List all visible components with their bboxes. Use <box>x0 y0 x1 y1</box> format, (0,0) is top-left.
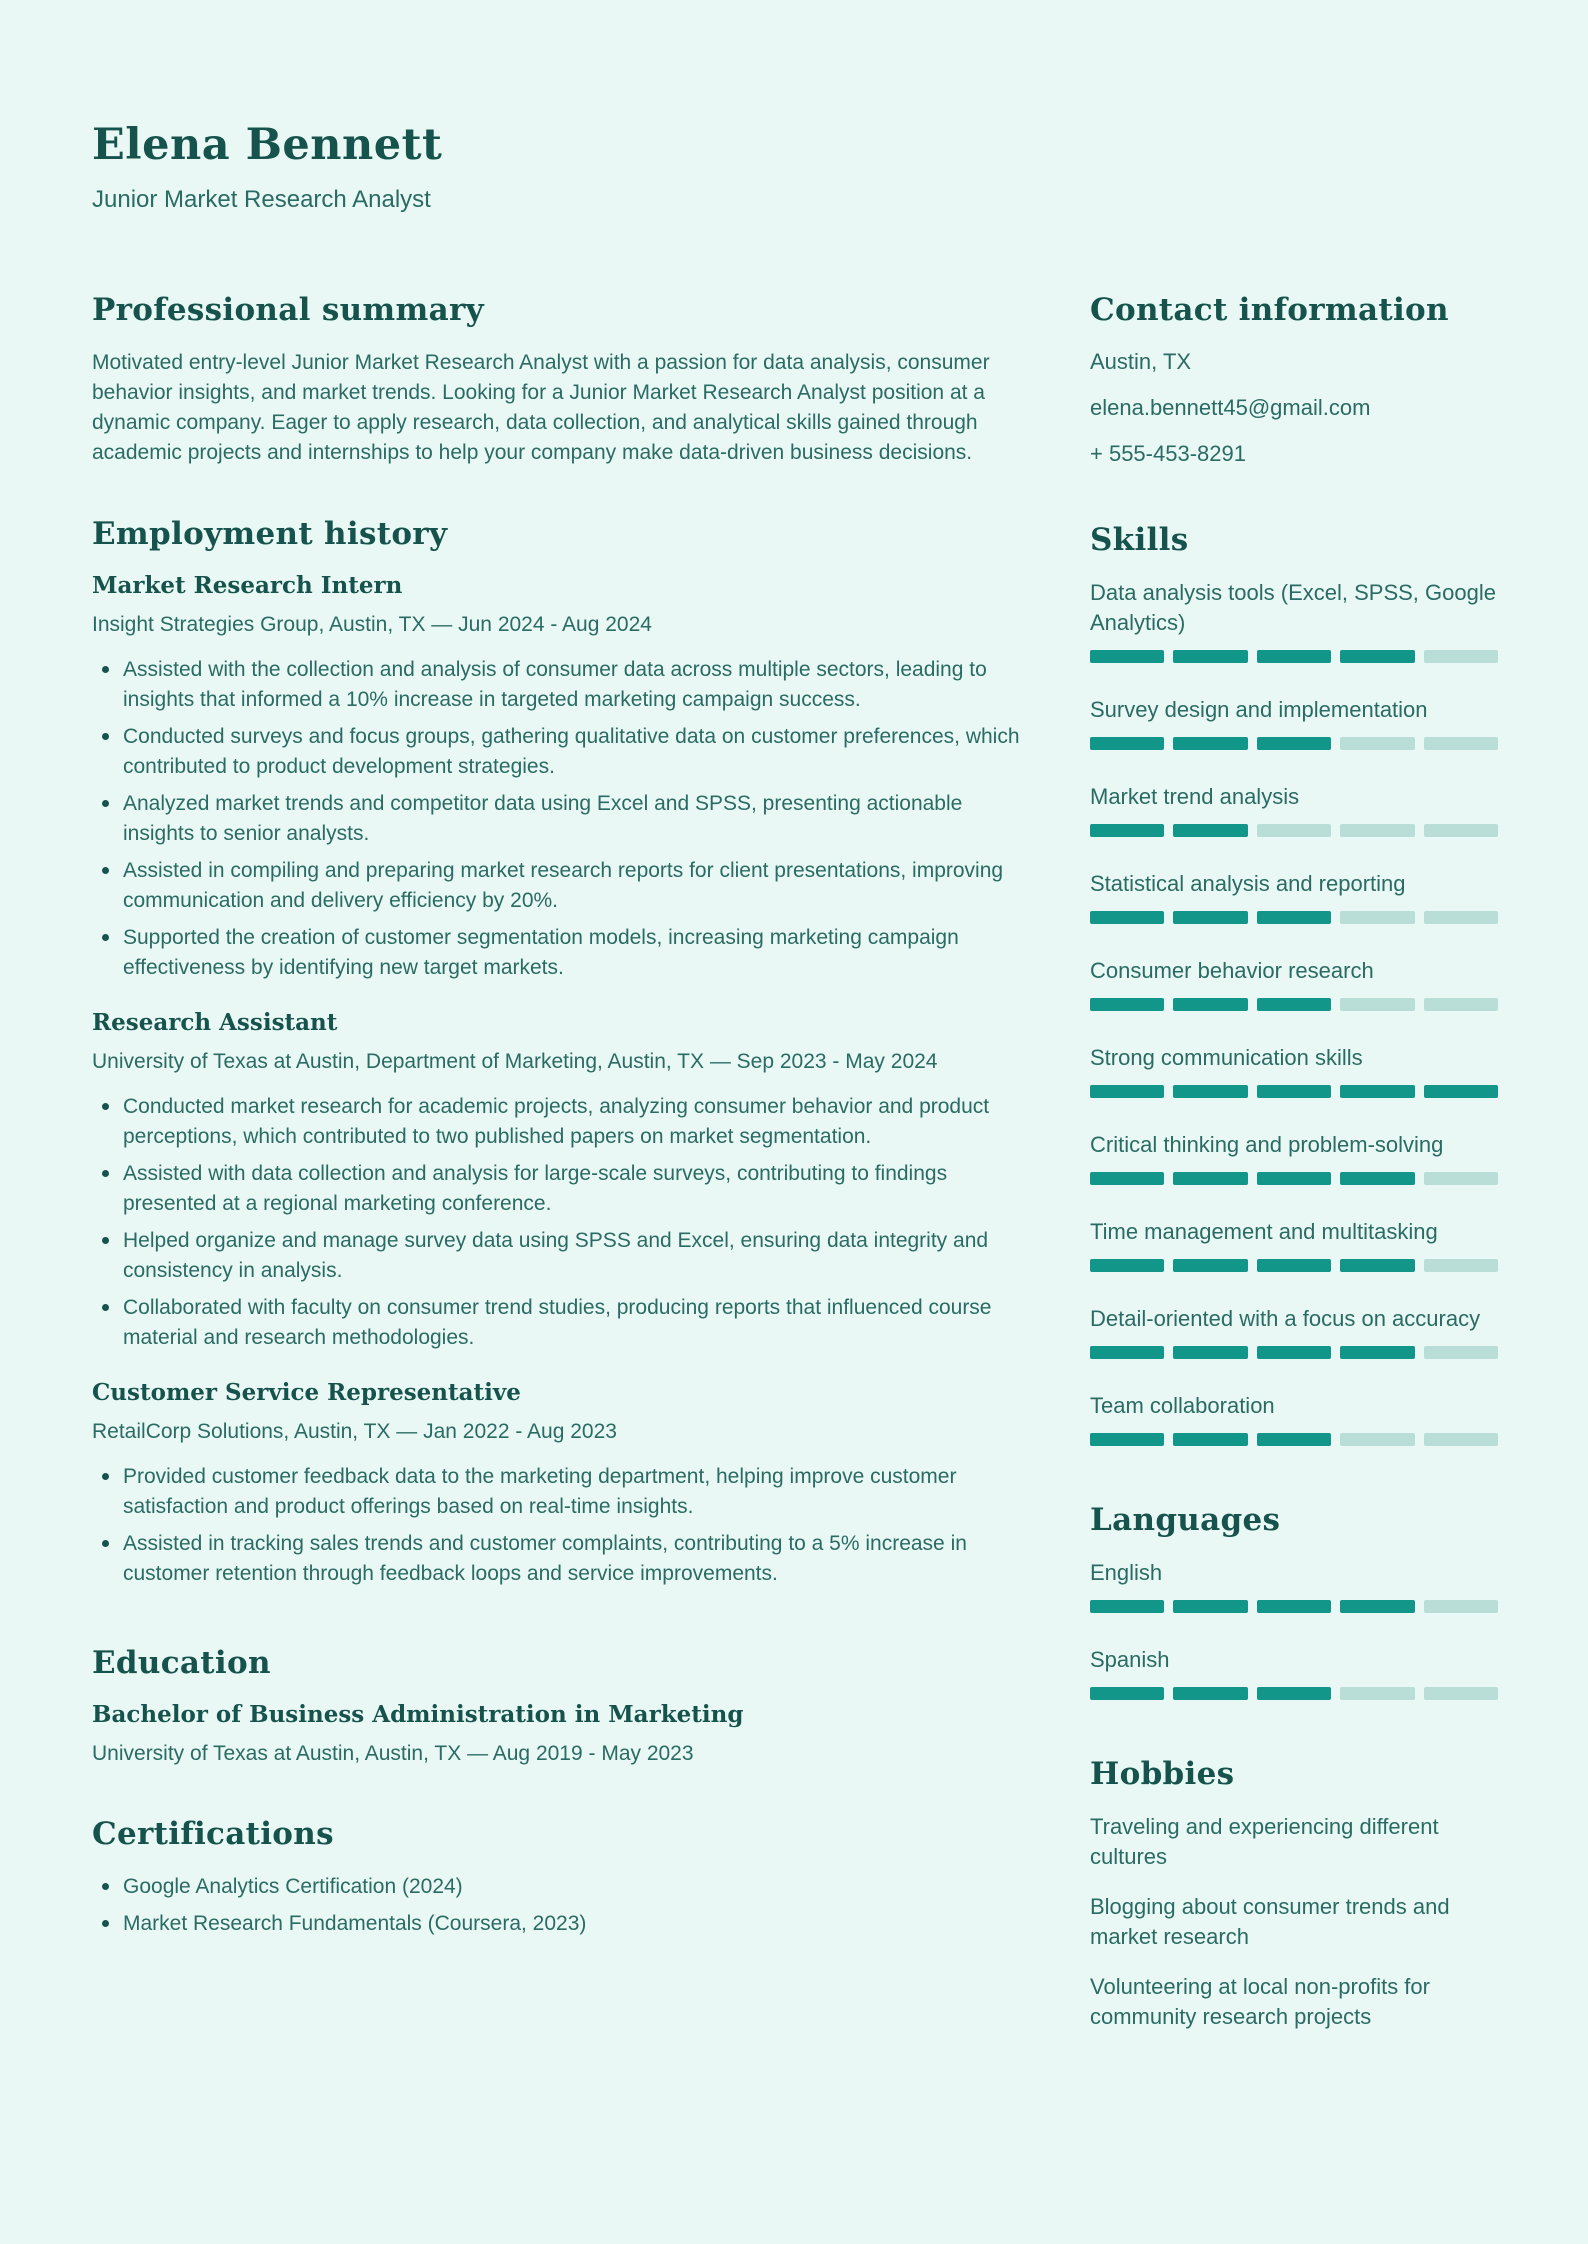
skill-label: Critical thinking and problem-solving <box>1090 1132 1444 1157</box>
bar-segment-empty <box>1424 1687 1498 1700</box>
bar-segment-empty <box>1424 1346 1498 1359</box>
skill-bar <box>1090 824 1498 837</box>
bar-segment-filled <box>1090 1085 1164 1098</box>
hobbies-section <box>1090 1756 1498 2032</box>
bar-segment-filled <box>1173 650 1247 663</box>
bar-segment-filled <box>1090 998 1164 1011</box>
job-title: Research Assistant <box>92 1009 338 1036</box>
bar-segment-filled <box>1340 1600 1414 1613</box>
bar-segment-filled <box>1257 911 1331 924</box>
hobby-item: Traveling and experiencing different cultures <box>1090 1814 1439 1869</box>
bullet-text: Collaborated with faculty on consumer trend studies, producing reports that influenced course material and research methodologies. <box>123 1296 992 1349</box>
employment-section <box>92 516 1037 1589</box>
skill-bar <box>1090 911 1498 924</box>
language-label: English <box>1090 1560 1163 1585</box>
bar-segment-filled <box>1340 1172 1414 1185</box>
skill-bar <box>1090 998 1498 1011</box>
contact-section <box>1090 292 1498 468</box>
bullet-item <box>92 1226 1037 1286</box>
bullet-text: Assisted with the collection and analysis of consumer data across multiple sectors, leading to insights that informed a 10% increase in targeted marketing campaign success. <box>123 658 987 711</box>
skill-item <box>1090 1217 1498 1272</box>
bar-segment-filled <box>1090 911 1164 924</box>
bar-segment-filled <box>1173 1259 1247 1272</box>
job-meta: Insight Strategies Group, Austin, TX — Jun 2024 - Aug 2024 <box>92 613 652 636</box>
contact-email: elena.bennett45@gmail.com <box>1090 395 1371 420</box>
bullet-text: Assisted in compiling and preparing market research reports for client presentations, improving communication and delivery efficiency by 20%. <box>123 859 1004 912</box>
skill-bar <box>1090 1433 1498 1446</box>
bar-segment-filled <box>1340 1259 1414 1272</box>
main-column <box>92 292 1037 1987</box>
bullet-item <box>92 789 1037 849</box>
bar-segment-empty <box>1424 650 1498 663</box>
bar-segment-filled <box>1090 1687 1164 1700</box>
bar-segment-filled <box>1173 1600 1247 1613</box>
bullet-dot <box>102 1883 109 1890</box>
bar-segment-empty <box>1340 911 1414 924</box>
bullet-text: Helped organize and manage survey data using SPSS and Excel, ensuring data integrity and consistency in analysis. <box>123 1229 989 1282</box>
bullet-dot <box>102 867 109 874</box>
languages-heading: Languages <box>1090 1502 1281 1538</box>
job-title: Market Research Intern <box>92 572 403 599</box>
job-entry <box>92 1009 1037 1353</box>
bar-segment-filled <box>1173 1172 1247 1185</box>
skill-item <box>1090 578 1498 663</box>
bar-segment-filled <box>1340 650 1414 663</box>
bullet-item <box>92 1872 1037 1902</box>
job-meta: University of Texas at Austin, Department of Marketing, Austin, TX — Sep 2023 - May 2024 <box>92 1050 938 1073</box>
job-entry <box>92 572 1037 983</box>
skill-item <box>1090 956 1498 1011</box>
bar-segment-filled <box>1257 1172 1331 1185</box>
resume-header <box>92 120 1032 214</box>
bar-segment-filled <box>1257 1346 1331 1359</box>
job-bullets <box>92 1462 1037 1589</box>
language-bar <box>1090 1687 1498 1700</box>
skills-list <box>1090 578 1498 1446</box>
bullet-text: Assisted with data collection and analysis for large-scale surveys, contributing to findings presented at a regional marketing conference. <box>123 1162 948 1215</box>
summary-text: Motivated entry-level Junior Market Research Analyst with a passion for data analysis, consumer behavior insights, and market trends. Looking for a Junior Market Research Analyst position at a dynamic company. Eager to apply research, data collection, and analytical skills gained through academic projects and internships to help your company make data-driven business decisions. <box>92 351 990 464</box>
skill-item <box>1090 1043 1498 1098</box>
bar-segment-filled <box>1173 737 1247 750</box>
bar-segment-filled <box>1257 1687 1331 1700</box>
bar-segment-filled <box>1090 1346 1164 1359</box>
bar-segment-filled <box>1090 650 1164 663</box>
skill-label: Strong communication skills <box>1090 1045 1363 1070</box>
bar-segment-filled <box>1257 998 1331 1011</box>
bar-segment-filled <box>1340 1346 1414 1359</box>
bar-segment-filled <box>1340 1085 1414 1098</box>
contact-location: Austin, TX <box>1090 349 1192 374</box>
bar-segment-filled <box>1173 998 1247 1011</box>
bar-segment-filled <box>1257 650 1331 663</box>
skill-bar <box>1090 1172 1498 1185</box>
skills-section <box>1090 522 1498 1446</box>
summary-heading: Professional summary <box>92 292 484 328</box>
bar-segment-empty <box>1257 824 1331 837</box>
bullet-item <box>92 722 1037 782</box>
bar-segment-filled <box>1090 1172 1164 1185</box>
education-meta: University of Texas at Austin, Austin, TX — Aug 2019 - May 2023 <box>92 1742 694 1765</box>
bar-segment-empty <box>1340 998 1414 1011</box>
skills-heading: Skills <box>1090 522 1189 558</box>
bullet-dot <box>102 1170 109 1177</box>
bullet-text: Analyzed market trends and competitor data using Excel and SPSS, presenting actionable insights to senior analysts. <box>123 792 963 845</box>
job-bullets <box>92 1092 1037 1353</box>
skill-label: Data analysis tools (Excel, SPSS, Google Analytics) <box>1090 580 1496 635</box>
bar-segment-filled <box>1173 911 1247 924</box>
skill-item <box>1090 1391 1498 1446</box>
job-title: Customer Service Representative <box>92 1379 521 1406</box>
education-section <box>92 1645 1037 1768</box>
bullet-dot <box>102 1540 109 1547</box>
education-degree: Bachelor of Business Administration in Marketing <box>92 1701 744 1728</box>
bullet-dot <box>102 733 109 740</box>
skill-item <box>1090 1130 1498 1185</box>
bullet-dot <box>102 1237 109 1244</box>
bar-segment-filled <box>1173 1687 1247 1700</box>
contact-heading: Contact information <box>1090 292 1449 328</box>
hobbies-list <box>1090 1812 1498 2032</box>
bar-segment-empty <box>1424 911 1498 924</box>
bullet-text: Provided customer feedback data to the marketing department, helping improve customer satisfaction and product offerings based on real-time insights. <box>123 1465 957 1518</box>
person-title: Junior Market Research Analyst <box>92 186 431 213</box>
bar-segment-filled <box>1424 1085 1498 1098</box>
bar-segment-empty <box>1424 1600 1498 1613</box>
bar-segment-filled <box>1090 1259 1164 1272</box>
skill-label: Team collaboration <box>1090 1393 1275 1418</box>
bullet-dot <box>102 1473 109 1480</box>
bullet-item <box>92 1092 1037 1152</box>
bullet-item <box>92 1159 1037 1219</box>
language-item <box>1090 1558 1498 1613</box>
bullet-dot <box>102 666 109 673</box>
bar-segment-empty <box>1424 1172 1498 1185</box>
bar-segment-filled <box>1173 1346 1247 1359</box>
employment-heading: Employment history <box>92 516 448 552</box>
contact-phone: + 555-453-8291 <box>1090 441 1246 466</box>
bar-segment-empty <box>1340 737 1414 750</box>
bullet-dot <box>102 800 109 807</box>
bar-segment-filled <box>1257 1433 1331 1446</box>
summary-section <box>92 292 1037 468</box>
skill-item <box>1090 1304 1498 1359</box>
bar-segment-filled <box>1090 737 1164 750</box>
bar-segment-empty <box>1340 1433 1414 1446</box>
bullet-dot <box>102 1920 109 1927</box>
bullet-item <box>92 1909 1037 1939</box>
bar-segment-filled <box>1173 1433 1247 1446</box>
skill-label: Consumer behavior research <box>1090 958 1374 983</box>
bullet-item <box>92 1529 1037 1589</box>
skill-label: Market trend analysis <box>1090 784 1300 809</box>
skill-bar <box>1090 737 1498 750</box>
certifications-section <box>92 1816 1037 1939</box>
bar-segment-filled <box>1257 1085 1331 1098</box>
languages-list <box>1090 1558 1498 1700</box>
language-label: Spanish <box>1090 1647 1170 1672</box>
person-name: Elena Bennett <box>92 120 443 170</box>
certifications-heading: Certifications <box>92 1816 334 1852</box>
certifications-list <box>92 1872 1037 1939</box>
bullet-dot <box>102 1103 109 1110</box>
job-entry <box>92 1379 1037 1589</box>
side-column <box>1090 292 1498 2080</box>
bar-segment-empty <box>1424 1259 1498 1272</box>
jobs-list <box>92 572 1037 1589</box>
language-item <box>1090 1645 1498 1700</box>
bar-segment-empty <box>1424 824 1498 837</box>
bar-segment-empty <box>1340 1687 1414 1700</box>
bullet-item <box>92 655 1037 715</box>
skill-label: Time management and multitasking <box>1090 1219 1438 1244</box>
hobby-item: Volunteering at local non-profits for community research projects <box>1090 1974 1430 2029</box>
education-heading: Education <box>92 1645 271 1681</box>
skill-label: Detail-oriented with a focus on accuracy <box>1090 1306 1481 1331</box>
skill-label: Survey design and implementation <box>1090 697 1428 722</box>
job-meta: RetailCorp Solutions, Austin, TX — Jan 2022 - Aug 2023 <box>92 1420 617 1443</box>
bar-segment-empty <box>1424 998 1498 1011</box>
languages-section <box>1090 1502 1498 1700</box>
bar-segment-filled <box>1257 1259 1331 1272</box>
skill-item <box>1090 782 1498 837</box>
bullet-text: Conducted market research for academic projects, analyzing consumer behavior and product perceptions, which contributed to two published papers on market segmentation. <box>123 1095 990 1148</box>
bar-segment-empty <box>1424 737 1498 750</box>
bar-segment-filled <box>1090 1600 1164 1613</box>
bar-segment-filled <box>1090 824 1164 837</box>
skill-bar <box>1090 1085 1498 1098</box>
bar-segment-filled <box>1173 824 1247 837</box>
skill-bar <box>1090 650 1498 663</box>
bullet-text: Assisted in tracking sales trends and customer complaints, contributing to a 5% increase in customer retention through feedback loops and service improvements. <box>123 1532 967 1585</box>
bullet-text: Conducted surveys and focus groups, gathering qualitative data on customer preferences, which contributed to product development strategies. <box>123 725 1020 778</box>
bar-segment-filled <box>1257 1600 1331 1613</box>
job-bullets <box>92 655 1037 983</box>
bullet-item <box>92 1462 1037 1522</box>
skill-bar <box>1090 1259 1498 1272</box>
bullet-item <box>92 923 1037 983</box>
skill-bar <box>1090 1346 1498 1359</box>
hobby-item: Blogging about consumer trends and market research <box>1090 1894 1450 1949</box>
bar-segment-filled <box>1173 1085 1247 1098</box>
language-bar <box>1090 1600 1498 1613</box>
bar-segment-empty <box>1340 824 1414 837</box>
skill-label: Statistical analysis and reporting <box>1090 871 1406 896</box>
bar-segment-empty <box>1424 1433 1498 1446</box>
hobbies-heading: Hobbies <box>1090 1756 1235 1792</box>
bar-segment-filled <box>1257 737 1331 750</box>
skill-item <box>1090 695 1498 750</box>
bullet-text: Supported the creation of customer segmentation models, increasing marketing campaign effectiveness by identifying new target markets. <box>123 926 959 979</box>
bullet-text: Google Analytics Certification (2024) <box>123 1875 463 1898</box>
bullet-dot <box>102 1304 109 1311</box>
bullet-item <box>92 856 1037 916</box>
bullet-dot <box>102 934 109 941</box>
bullet-text: Market Research Fundamentals (Coursera, 2023) <box>123 1912 587 1935</box>
skill-item <box>1090 869 1498 924</box>
bar-segment-filled <box>1090 1433 1164 1446</box>
bullet-item <box>92 1293 1037 1353</box>
